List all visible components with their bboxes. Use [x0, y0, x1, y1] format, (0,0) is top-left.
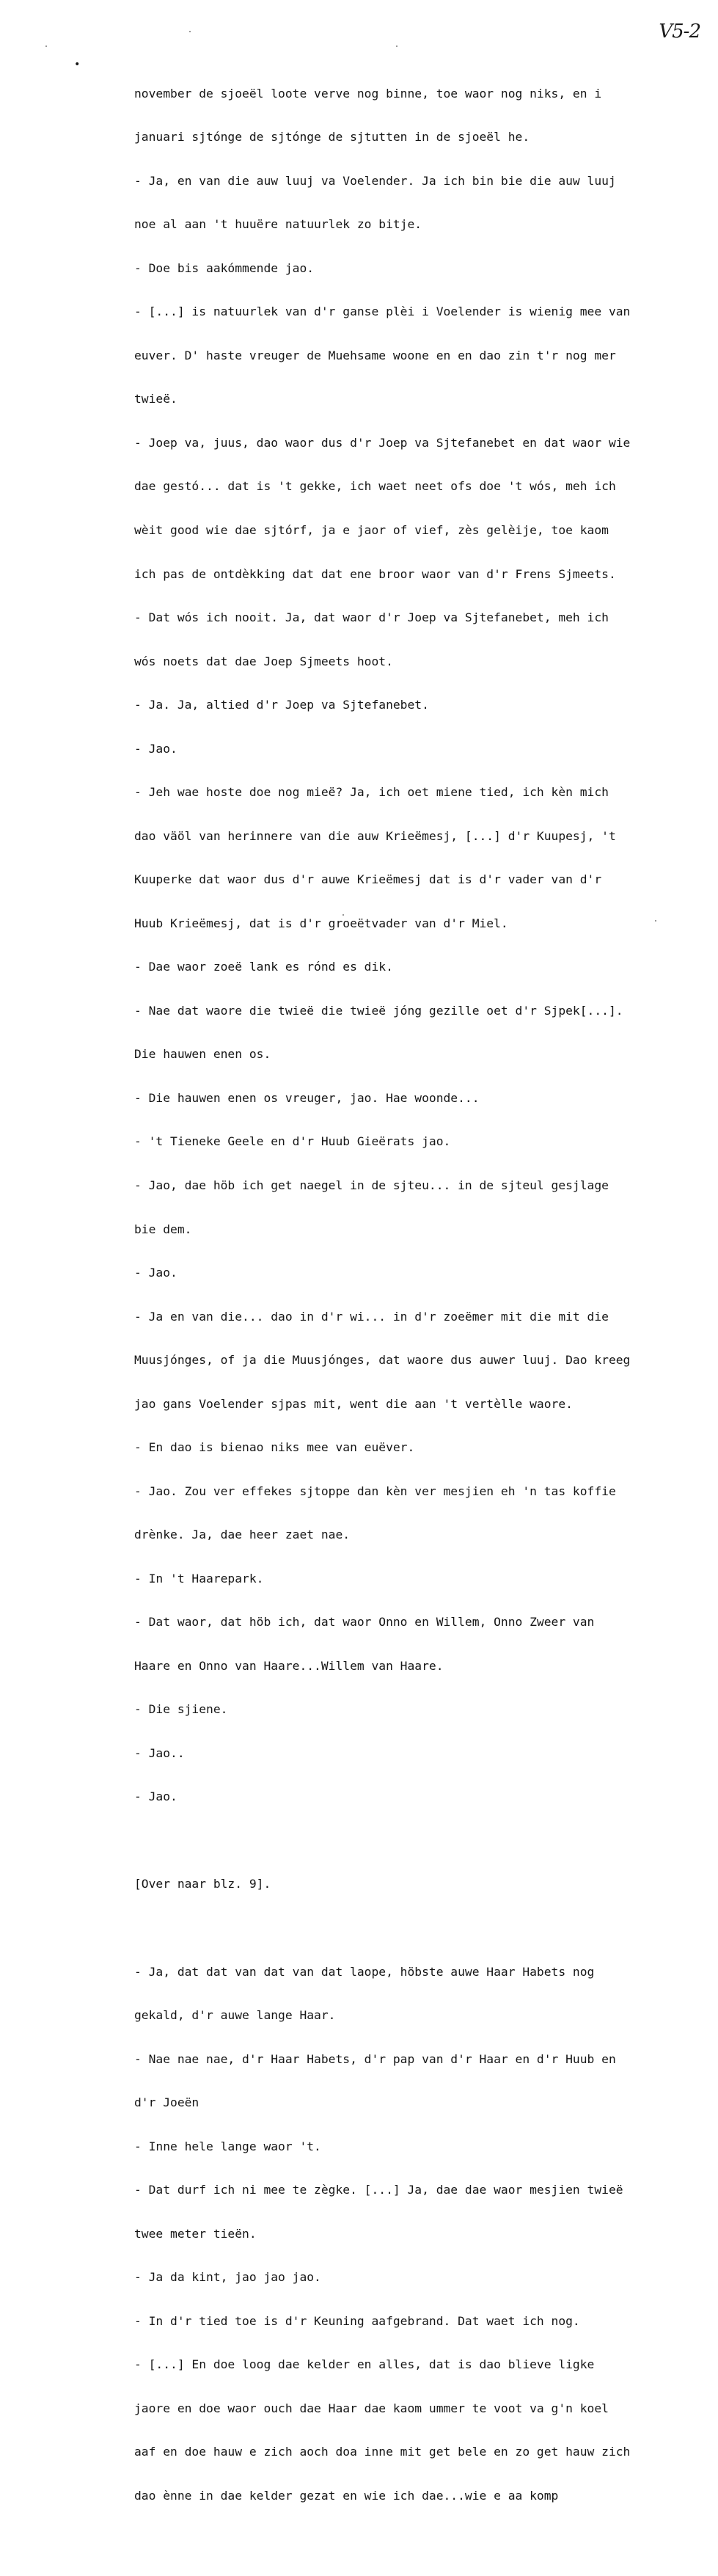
text-line: - Jao.	[134, 1789, 177, 1804]
text-line: - In 't Haarepark.	[134, 1571, 264, 1586]
text-line: - Dat waor, dat höb ich, dat waor Onno en Willem, Onno Zweer van	[134, 1615, 595, 1630]
text-line: - Dae waor zoeë lank es rónd es dik.	[134, 960, 393, 974]
text-line: dao väöl van herinnere van die auw Krieëmesj, [...] d'r Kuupesj, 't	[134, 828, 616, 843]
text-line: november de sjoeël loote verve nog binne, toe waor nog niks, en i	[134, 86, 602, 101]
text-line: - Dat wós ich nooit. Ja, dat waor d'r Joep va Sjtefanebet, meh ich	[134, 610, 609, 625]
text-line: wós noets dat dae Joep Sjmeets hoot.	[134, 654, 393, 668]
text-line: wèit good wie dae sjtórf, ja e jaor of vief, zès gelèije, toe kaom	[134, 523, 609, 537]
text-line: - Jao. Zou ver effekes sjtoppe dan kèn ver mesjien eh 'n tas koffie	[134, 1484, 616, 1498]
text-line: Huub Krieëmesj, dat is d'r groeëtvader van d'r Miel.	[134, 916, 508, 930]
text-line	[134, 1921, 692, 1935]
text-line: aaf en doe hauw e zich aoch doa inne mit get bele en zo get hauw zich	[134, 2445, 631, 2459]
scan-speck	[396, 45, 398, 47]
text-line: dao ènne in dae kelder gezat en wie ich dae...wie e aa komp	[134, 2488, 559, 2503]
text-line: jaore en doe waor ouch dae Haar dae kaom ummer te voot va g'n koel	[134, 2401, 609, 2415]
text-line: - Jao..	[134, 1745, 185, 1760]
text-line: - Inne hele lange waor 't.	[134, 2139, 321, 2153]
scan-speck	[45, 45, 47, 47]
text-line: gekald, d'r auwe lange Haar.	[134, 2008, 336, 2023]
text-line: dae gestó... dat is 't gekke, ich waet neet ofs doe 't wós, meh ich	[134, 479, 616, 494]
page-number-mark: V5-2	[659, 21, 700, 43]
text-line: Haare en Onno van Haare...Willem van Haare.	[134, 1658, 444, 1673]
text-line: - Joep va, juus, dao waor dus d'r Joep va Sjtefanebet en dat waor wie	[134, 435, 631, 450]
text-line: - Ja. Ja, altied d'r Joep va Sjtefanebet.	[134, 698, 429, 712]
text-line: - In d'r tied toe is d'r Keuning aafgebrand. Dat waet ich nog.	[134, 2313, 580, 2328]
text-line: - En dao is bienao niks mee van euëver.	[134, 1440, 415, 1455]
text-line: euver. D' haste vreuger de Muehsame woone en en dao zin t'r nog mer	[134, 348, 616, 362]
text-line	[134, 1834, 692, 1848]
text-line: - Die hauwen enen os vreuger, jao. Hae woonde...	[134, 1090, 480, 1105]
text-line: - Jao.	[134, 1266, 177, 1280]
text-line: - Jao.	[134, 741, 177, 756]
text-line: - Ja, en van die auw luuj va Voelender. Ja ich bin bie die auw luuj	[134, 173, 616, 188]
text-line: jao gans Voelender sjpas mit, went die aan 't vertèlle waore.	[134, 1396, 573, 1411]
text-line: januari sjtónge de sjtónge de sjtutten in de sjoeël he.	[134, 130, 530, 145]
text-line: Die hauwen enen os.	[134, 1047, 271, 1062]
text-line: - Nae dat waore die twieë die twieë jóng gezille oet d'r Sjpek[...].	[134, 1003, 623, 1018]
scan-speck	[189, 31, 191, 32]
text-line: twieë.	[134, 392, 177, 406]
text-line: - Dat durf ich ni mee te zègke. [...] Ja, dae dae waor mesjien twieë	[134, 2183, 623, 2197]
text-line: - Ja, dat dat van dat van dat laope, höbste auwe Haar Habets nog	[134, 1964, 595, 1979]
text-line	[134, 2532, 692, 2547]
text-line: drènke. Ja, dae heer zaet nae.	[134, 1528, 351, 1542]
text-line: - [...] En doe loog dae kelder en alles, dat is dao blieve ligke	[134, 2357, 595, 2372]
text-line: - Ja en van die... dao in d'r wi... in d'r zoeëmer mit die mit die	[134, 1309, 609, 1324]
text-line: - Die sjiene.	[134, 1702, 228, 1717]
section-note: [Over naar blz. 9].	[134, 1877, 271, 1891]
text-line: twee meter tieën.	[134, 2226, 257, 2241]
text-line: - Doe bis aakómmende jao.	[134, 260, 315, 275]
transcript-text	[134, 57, 692, 2576]
text-line: - Nae nae nae, d'r Haar Habets, d'r pap van d'r Haar en d'r Huub en	[134, 2051, 616, 2066]
text-line: d'r Joeën	[134, 2095, 199, 2110]
text-line: noe al aan 't huuëre natuurlek zo bitje.	[134, 217, 422, 232]
text-line: - Ja da kint, jao jao jao.	[134, 2270, 321, 2285]
text-line: ich pas de ontdèkking dat dat ene broor waor van d'r Frens Sjmeets.	[134, 566, 616, 581]
text-line: - Jao, dae höb ich get naegel in de sjteu... in de sjteul gesjlage	[134, 1178, 609, 1192]
text-line: Muusjónges, of ja die Muusjónges, dat waore dus auwer luuj. Dao kreeg	[134, 1353, 631, 1368]
text-line: bie dem.	[134, 1222, 192, 1236]
text-line: - 't Tieneke Geele en d'r Huub Gieërats jao.	[134, 1134, 451, 1149]
text-line: - Jeh wae hoste doe nog mieë? Ja, ich oet miene tied, ich kèn mich	[134, 785, 609, 800]
text-line: Kuuperke dat waor dus d'r auwe Krieëmesj dat is d'r vader van d'r	[134, 872, 602, 887]
margin-dot: •	[74, 59, 81, 70]
text-line: - [...] is natuurlek van d'r ganse plèi i Voelender is wienig mee van	[134, 304, 631, 319]
